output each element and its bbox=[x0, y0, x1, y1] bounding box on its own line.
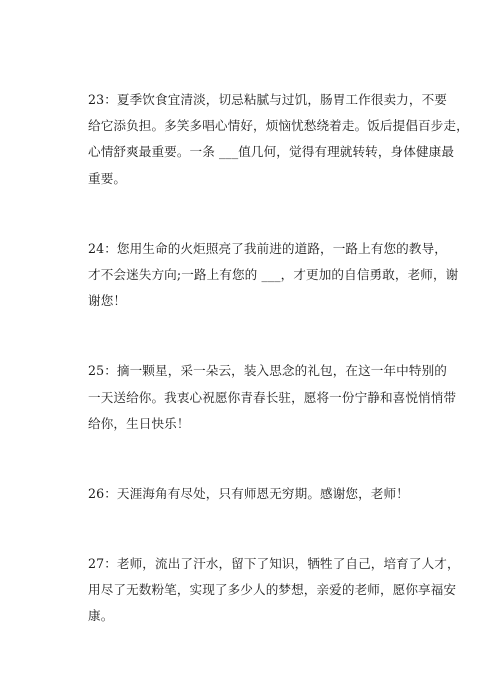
entry-line: 一天送给你。我衷心祝愿你青春长驻，愿将一份宁静和喜悦悄悄带 bbox=[88, 389, 457, 405]
entry-27 bbox=[88, 551, 460, 630]
entry-24 bbox=[88, 236, 459, 315]
entry-line: 26：天涯海角有尽处，只有师恩无穷期。感谢您，老师！ bbox=[88, 485, 409, 501]
entry-line: 康。 bbox=[88, 608, 114, 624]
entry-line: 24：您用生命的火炬照亮了我前进的道路，一路上有您的教导， bbox=[88, 240, 447, 256]
entry-line: 27：老师，流出了汗水，留下了知识，牺牲了自己，培育了人才， bbox=[88, 556, 460, 572]
entry-25 bbox=[88, 358, 457, 437]
entry-26 bbox=[88, 481, 422, 507]
entry-line: 给你，生日快乐！ bbox=[88, 415, 190, 431]
entry-line: 23：夏季饮食宜清淡，切忌粘腻与过饥，肠胃工作很卖力，不要 bbox=[88, 92, 447, 107]
entry-line: 重要。 bbox=[88, 170, 127, 186]
entry-23 bbox=[88, 87, 469, 192]
entry-line: 才不会迷失方向;一路上有您的 ___，才更加的自信勇敢，老师，谢 bbox=[88, 266, 459, 282]
entry-line: 给它添负担。多笑多唱心情好，烦恼忧愁绕着走。饭后提倡百步走， bbox=[88, 118, 469, 134]
entry-line: 谢您！ bbox=[88, 293, 127, 309]
entry-line: 心情舒爽最重要。一条 ___值几何，觉得有理就转转，身体健康最 bbox=[88, 144, 455, 160]
entry-line: 25：摘一颗星，采一朵云，装入思念的礼包，在这一年中特别的 bbox=[88, 363, 447, 379]
entry-line: 用尽了无数粉笔，实现了多少人的梦想，亲爱的老师，愿你享福安 bbox=[88, 582, 457, 598]
entry-list bbox=[88, 87, 469, 674]
